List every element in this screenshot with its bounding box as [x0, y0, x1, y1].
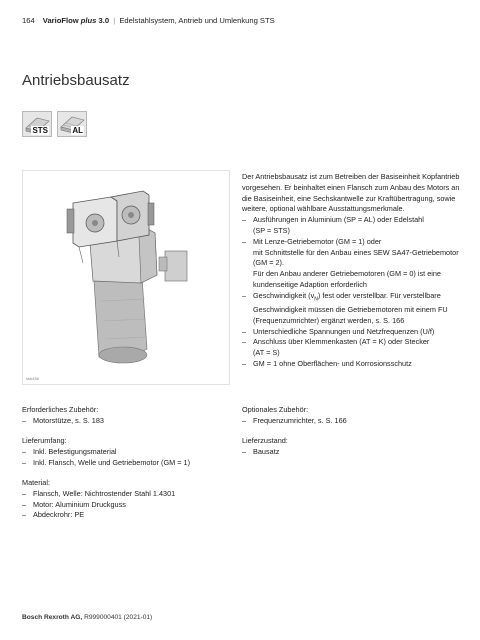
required-accessories: [22, 405, 232, 427]
delivery-state-list: [242, 447, 464, 458]
feature-list: [242, 215, 464, 370]
scope-of-delivery: [22, 436, 232, 468]
list-item: – Flansch, Welle: Nichtrostender Stahl 1.4301: [22, 489, 232, 500]
delivery-state: [242, 436, 464, 458]
material: [22, 478, 232, 521]
page-title: Antriebsbausatz: [22, 72, 130, 90]
list-item-text: – Ausführungen in Aluminium (SP = AL) oder Edelstahl: [253, 215, 424, 225]
list-item: – Motorstütze, s. S. 183: [22, 416, 232, 427]
product-image: [22, 170, 230, 385]
product-name-italic: plus: [80, 16, 97, 25]
footer: [22, 614, 152, 621]
list-item-text: (SP = STS): [253, 225, 290, 235]
scope-of-delivery-list: [22, 447, 232, 469]
section-heading: Material:: [22, 478, 50, 487]
list-item-text: (AT = S): [253, 348, 280, 358]
optional-accessories-list: [242, 416, 464, 427]
list-item: – Frequenzumrichter, s. S. 166: [242, 416, 464, 427]
list-item-text: ) fest oder verstellbar. Für verstellbare Geschwindigkeit müssen die Getriebemotoren mit einem FU (Frequenzumrichter) ergänzt werden, s. S. 166: [253, 290, 448, 325]
list-item: [242, 337, 464, 359]
section-heading: Lieferumfang:: [22, 436, 67, 445]
list-item: [242, 291, 464, 327]
list-item-text: – Mit Lenze-Getriebemotor (GM = 1) oder: [253, 236, 382, 246]
header-separator: |: [113, 16, 116, 25]
footer-company: Bosch Rexroth AG,: [22, 614, 83, 621]
product-name: VarioFlow: [42, 16, 79, 25]
list-item-text: Geschwindigkeit (v: [253, 290, 315, 300]
required-accessories-list: [22, 416, 232, 427]
page-number: 164: [22, 16, 35, 25]
list-item: – Bausatz: [242, 447, 464, 458]
badge-sts: [22, 111, 52, 137]
image-code: ssb456: [26, 376, 39, 381]
drive-kit-illustration: [23, 171, 229, 384]
running-header: [22, 16, 275, 25]
list-item: – Abdeckrohr: PE: [22, 510, 232, 521]
description-intro: Der Antriebsbausatz ist zum Betreiben der Basiseinheit Kopfantrieb vorgesehen. Er beinhaltet einen Flansch zum Anbau des Motors an die Basiseinheit, eine Sechskantwelle zur Kraftübertragung, sowie weitere, optional wählbare Ausstattungsmerkmale.: [242, 172, 460, 214]
footer-doc-id: R999000401 (2021-01): [84, 614, 153, 621]
list-item: [242, 237, 464, 291]
profile-badges: [22, 111, 87, 137]
product-version: 3.0: [98, 16, 110, 25]
list-item: – Motor: Aluminium Druckguss: [22, 500, 232, 511]
badge-label: AL: [72, 126, 83, 135]
list-item: – Inkl. Flansch, Welle und Getriebemotor (GM = 1): [22, 458, 232, 469]
list-item-text: Für den Anbau anderer Getriebemotoren (GM = 0) ist eine kundenseitige Adaption erforderlich: [253, 269, 441, 289]
section-heading: Lieferzustand:: [242, 436, 288, 445]
list-item-text: mit Schnittstelle für den Anbau eines SEW SA47-Getriebemotor (GM = 2).: [253, 247, 459, 268]
optional-accessories: [242, 405, 464, 427]
section-heading: Optionales Zubehör:: [242, 405, 309, 414]
description: [242, 172, 464, 370]
list-item-text: – Anschluss über Klemmenkasten (AT = K) oder Stecker: [253, 337, 430, 347]
list-item: [242, 215, 464, 237]
badge-label: STS: [32, 126, 48, 135]
list-item: [242, 359, 464, 370]
list-item-text: Unterschiedliche Spannungen und Netzfrequenzen (U/f): [253, 326, 435, 336]
section-heading: Erforderliches Zubehör:: [22, 405, 99, 414]
subscript: N: [314, 296, 318, 303]
list-item: – Inkl. Befestigungsmaterial: [22, 447, 232, 458]
section-title: Edelstahlsystem, Antrieb und Umlenkung STS: [119, 16, 275, 25]
list-item-text: GM = 1 ohne Oberflächen- und Korrosionsschutz: [253, 359, 412, 368]
badge-al: [57, 111, 87, 137]
material-list: [22, 489, 232, 521]
list-item: [242, 327, 464, 338]
